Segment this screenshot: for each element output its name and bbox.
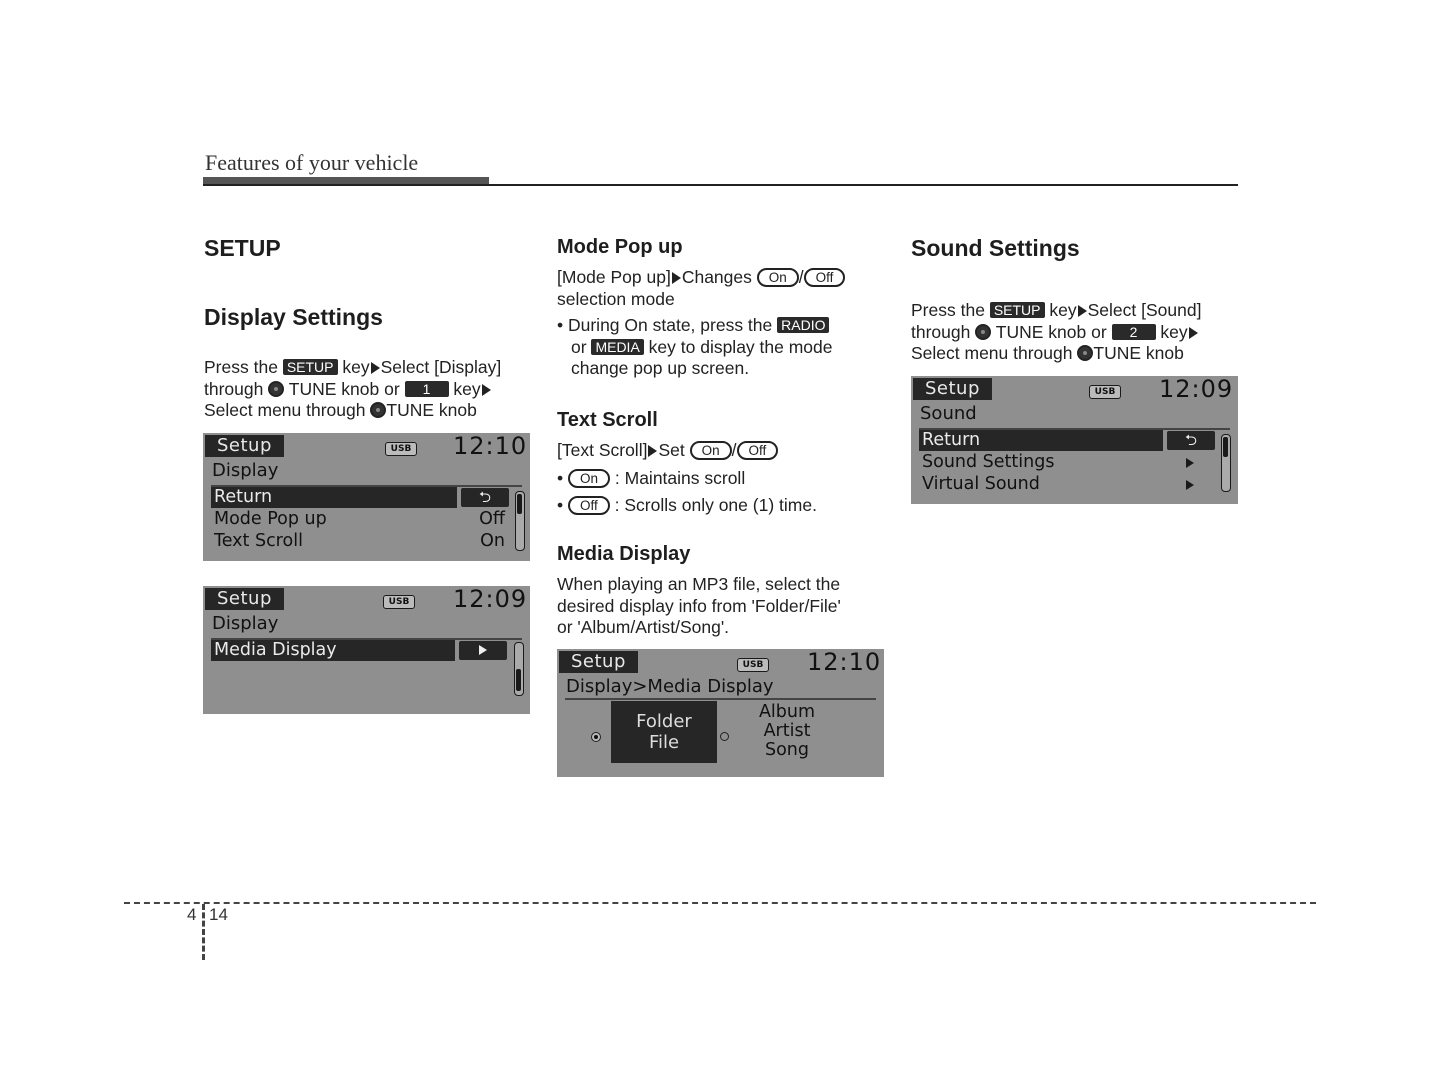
header-rule xyxy=(203,184,1238,186)
key-2-icon: 2 xyxy=(1112,324,1156,340)
menu-item-return[interactable]: Return xyxy=(919,430,1163,451)
media-display-heading: Media Display xyxy=(557,543,691,565)
page-number: 14 xyxy=(209,905,228,924)
menu-item-media-display[interactable]: Media Display xyxy=(211,640,455,661)
clock: 12:09 xyxy=(1159,376,1234,403)
return-icon[interactable]: ⮌ xyxy=(461,488,509,507)
clock: 12:09 xyxy=(453,586,528,613)
page-header-title: Features of your vehicle xyxy=(205,150,419,175)
screen-tab: Setup xyxy=(913,378,992,400)
scrollbar[interactable] xyxy=(1221,434,1231,492)
sound-instructions: Press the SETUP key Select [Sound] through TUNE knob or 2 key Select menu through TUNE knob xyxy=(911,300,1202,363)
screen-tab: Setup xyxy=(205,588,284,610)
breadcrumb: Sound xyxy=(920,403,977,424)
text-scroll-text: [Text Scroll] Set On / Off • On : Maintains scroll • Off : Scrolls only one (1) time. xyxy=(557,440,817,515)
media-display-text: When playing an MP3 file, select the desired display info from 'Folder/File' or 'Album/Artist/Song'. xyxy=(557,574,841,637)
tune-knob-icon xyxy=(268,381,284,397)
setup-key-icon: SETUP xyxy=(990,302,1045,318)
arrow-icon xyxy=(672,272,681,284)
arrow-icon xyxy=(1189,327,1198,339)
text-scroll-heading: Text Scroll xyxy=(557,409,658,431)
breadcrumb: Display>Media Display xyxy=(566,676,774,697)
clock: 12:10 xyxy=(807,649,882,676)
radio-key-icon: RADIO xyxy=(777,317,829,333)
footer-vertical-rule xyxy=(202,904,205,960)
sound-settings-heading: Sound Settings xyxy=(911,235,1080,261)
off-pill: Off xyxy=(737,441,779,460)
usb-icon: USB xyxy=(737,658,769,672)
arrow-icon xyxy=(371,362,380,374)
usb-icon: USB xyxy=(1089,385,1121,399)
display-instructions: Press the SETUP key Select [Display] through TUNE knob or 1 key Select menu through TUNE knob xyxy=(204,357,502,420)
return-icon[interactable]: ⮌ xyxy=(1167,431,1215,450)
breadcrumb: Display xyxy=(212,460,279,481)
key-1-icon: 1 xyxy=(405,381,449,397)
chevron-right-icon xyxy=(479,645,487,655)
on-pill: On xyxy=(757,268,799,287)
on-pill: On xyxy=(690,441,732,460)
menu-item-text-scroll[interactable]: Text Scroll On xyxy=(214,531,505,551)
media-display-screen xyxy=(557,649,884,777)
chevron-right-icon xyxy=(1186,480,1194,490)
footer-dashed-rule xyxy=(124,902,1316,904)
screen-tab: Setup xyxy=(205,435,284,457)
tune-knob-icon xyxy=(370,402,386,418)
menu-item-sound-settings[interactable]: Sound Settings xyxy=(922,452,1055,472)
menu-item-virtual-sound[interactable]: Virtual Sound xyxy=(922,474,1040,494)
option-album-artist-song[interactable]: Album Artist Song xyxy=(758,702,816,760)
tune-knob-icon xyxy=(975,324,991,340)
arrow-icon xyxy=(482,384,491,396)
mode-pop-up-heading: Mode Pop up xyxy=(557,236,683,258)
scrollbar[interactable] xyxy=(514,642,524,696)
submenu-button[interactable] xyxy=(459,641,507,660)
arrow-icon xyxy=(1078,305,1087,317)
scrollbar[interactable] xyxy=(515,491,525,551)
chevron-right-icon xyxy=(1186,458,1194,468)
usb-icon: USB xyxy=(385,442,417,456)
radio-selected-icon[interactable] xyxy=(591,732,601,742)
option-folder-file[interactable]: Folder File xyxy=(611,701,717,763)
menu-item-mode-pop-up[interactable]: Mode Pop up Off xyxy=(214,509,505,529)
divider xyxy=(565,698,876,700)
radio-unselected-icon[interactable] xyxy=(720,732,729,741)
menu-item-return[interactable]: Return xyxy=(211,487,457,508)
media-key-icon: MEDIA xyxy=(591,339,643,355)
display-settings-heading: Display Settings xyxy=(204,304,383,330)
display-settings-screen xyxy=(203,433,530,561)
setup-heading: SETUP xyxy=(204,235,281,261)
off-pill: Off xyxy=(568,496,610,515)
clock: 12:10 xyxy=(453,433,528,460)
usb-icon: USB xyxy=(383,595,415,609)
screen-tab: Setup xyxy=(559,651,638,673)
chapter-number: 4 xyxy=(187,905,197,924)
on-pill: On xyxy=(568,469,610,488)
sound-settings-screen xyxy=(911,376,1238,504)
tune-knob-icon xyxy=(1077,345,1093,361)
display-media-screen xyxy=(203,586,530,714)
arrow-icon xyxy=(648,445,657,457)
mode-pop-up-text: [Mode Pop up] Changes On / Off selection mode • During On state, press the RADIO or MEDIA key to display the mode change pop up screen. xyxy=(557,267,845,380)
breadcrumb: Display xyxy=(212,613,279,634)
off-pill: Off xyxy=(804,268,846,287)
setup-key-icon: SETUP xyxy=(283,359,338,375)
